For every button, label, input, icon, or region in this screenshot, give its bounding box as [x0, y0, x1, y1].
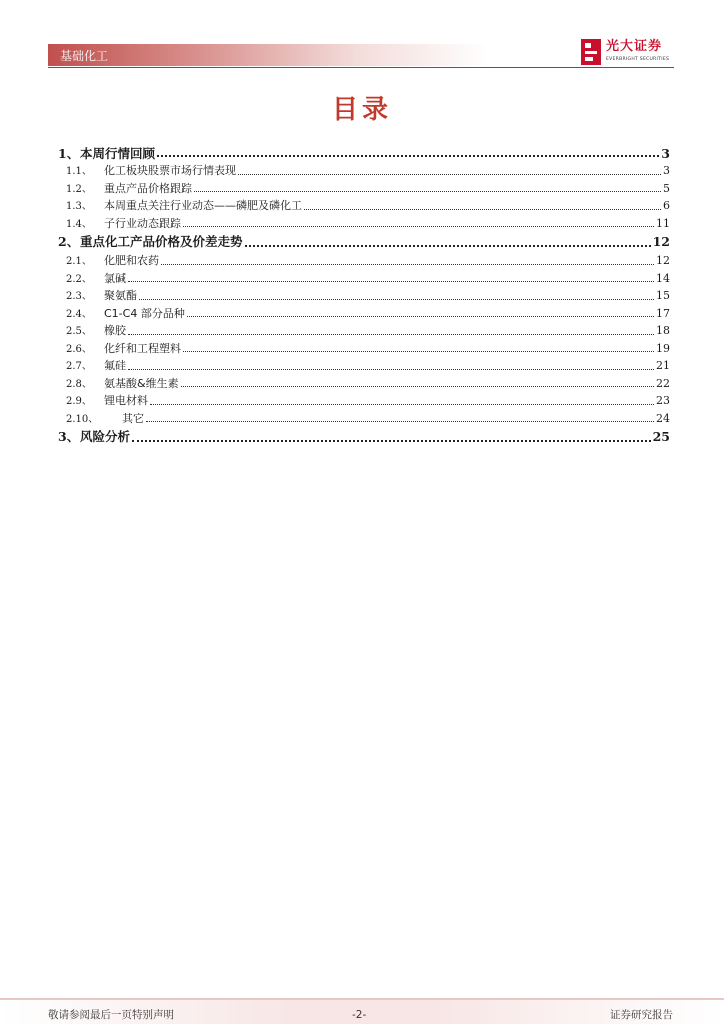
dot-leader: [245, 244, 651, 247]
toc-entry-page: 3: [663, 164, 670, 177]
dot-leader: [161, 263, 654, 265]
toc-entry-number: 1.3、: [66, 201, 92, 212]
toc-entry-label: 氨基酸&维生素: [104, 376, 179, 390]
toc-entry-number: 1.4、: [66, 218, 92, 230]
footer-disclaimer: 敬请参阅最后一页特别声明: [48, 1009, 174, 1021]
toc-entry-page: 5: [663, 181, 670, 195]
toc-entry-number: 2.6、: [66, 343, 92, 355]
toc-entry[interactable]: [58, 252, 670, 270]
toc-entry-label: 氟硅: [104, 359, 126, 372]
toc-entry-page: 19: [656, 341, 670, 355]
toc-entry[interactable]: [58, 232, 670, 252]
toc-entry-number: 2.9、: [66, 396, 92, 407]
toc-entry-label: 其它: [122, 411, 144, 425]
toc-entry-label: 重点化工产品价格及价差走势: [80, 234, 243, 249]
toc-entry-page: 21: [656, 359, 670, 372]
dot-leader: [187, 315, 654, 317]
toc-entry[interactable]: [58, 215, 670, 233]
dot-leader: [128, 333, 654, 335]
dot-leader: [181, 385, 654, 387]
toc-entry[interactable]: [58, 357, 670, 375]
dot-leader: [139, 298, 654, 300]
toc-entry-page: 25: [652, 429, 670, 444]
toc-entry[interactable]: [58, 427, 670, 447]
toc-entry[interactable]: [58, 162, 670, 180]
toc-entry-page: 23: [656, 394, 670, 407]
toc-entry-label: 重点产品价格跟踪: [104, 181, 192, 195]
toc-entry[interactable]: [58, 305, 670, 323]
toc-entry-label: 化肥和农药: [104, 254, 159, 267]
dot-leader: [150, 403, 654, 405]
toc-entry-label: 化纤和工程塑料: [104, 341, 181, 355]
toc-entry-page: 11: [656, 216, 670, 230]
table-of-contents: [58, 144, 670, 447]
toc-entry-page: 3: [661, 146, 670, 161]
toc-entry-label: 聚氨酯: [104, 289, 137, 302]
toc-entry[interactable]: [58, 410, 670, 428]
toc-entry-page: 12: [656, 254, 670, 267]
toc-entry-number: 2.1、: [66, 256, 92, 267]
toc-entry[interactable]: [58, 144, 670, 162]
footer-report-type: 证券研究报告: [610, 1009, 673, 1021]
toc-entry-label: 锂电材料: [104, 394, 148, 407]
toc-entry-page: 15: [656, 289, 670, 302]
toc-title: 目录: [331, 95, 392, 125]
dot-leader: [183, 225, 654, 227]
header-divider: [48, 67, 674, 68]
dot-leader: [146, 420, 654, 422]
toc-entry[interactable]: [58, 270, 670, 288]
dot-leader: [128, 368, 654, 370]
dot-leader: [157, 154, 659, 157]
toc-entry-number: 1、: [58, 146, 80, 161]
toc-entry[interactable]: [58, 340, 670, 358]
toc-entry-label: 氯碱: [104, 271, 126, 285]
toc-entry-page: 6: [663, 199, 670, 212]
toc-entry-label: 化工板块股票市场行情表现: [104, 164, 236, 177]
toc-entry[interactable]: [58, 287, 670, 305]
toc-entry-number: 3、: [58, 429, 80, 444]
header-band: [48, 44, 488, 66]
toc-entry-page: 17: [656, 306, 670, 320]
toc-entry-number: 2.5、: [66, 326, 92, 337]
toc-entry[interactable]: [58, 197, 670, 215]
toc-entry-number: 2.4、: [66, 308, 92, 320]
toc-entry-number: 2.8、: [66, 378, 92, 390]
brand-name: 光大证券: [606, 39, 663, 54]
toc-entry-label: 风险分析: [80, 429, 131, 444]
toc-entry-label: 本周行情回顾: [80, 146, 156, 161]
toc-entry-page: 22: [656, 376, 670, 390]
toc-entry-page: 18: [656, 324, 670, 337]
dot-leader: [132, 439, 651, 442]
toc-entry-page: 14: [656, 271, 670, 285]
toc-entry[interactable]: [58, 375, 670, 393]
toc-entry-page: 12: [652, 234, 670, 249]
toc-entry-page: 24: [656, 411, 670, 425]
toc-entry-label: 橡胶: [104, 324, 126, 337]
toc-entry[interactable]: [58, 392, 670, 410]
toc-entry-number: 1.1、: [66, 166, 92, 177]
toc-entry[interactable]: [58, 322, 670, 340]
toc-entry-label: 本周重点关注行业动态——磷肥及磷化工: [104, 199, 302, 212]
dot-leader: [304, 208, 661, 210]
toc-entry-number: 2、: [58, 234, 80, 249]
toc-entry-number: 2.7、: [66, 361, 92, 372]
toc-entry-number: 2.3、: [66, 291, 92, 302]
dot-leader: [183, 350, 654, 352]
page-number: -2-: [352, 1009, 367, 1021]
toc-entry-label: 子行业动态跟踪: [104, 216, 181, 230]
toc-entry-number: 2.10、: [66, 413, 99, 425]
section-label: 基础化工: [60, 49, 109, 63]
toc-entry-number: 1.2、: [66, 183, 92, 195]
toc-entry[interactable]: [58, 180, 670, 198]
brand-subtitle: EVERBRIGHT SECURITIES: [606, 57, 670, 62]
dot-leader: [238, 173, 661, 175]
dot-leader: [194, 190, 661, 192]
dot-leader: [128, 280, 654, 282]
toc-entry-label: C1-C4 部分品种: [104, 306, 185, 320]
toc-entry-number: 2.2、: [66, 273, 92, 285]
